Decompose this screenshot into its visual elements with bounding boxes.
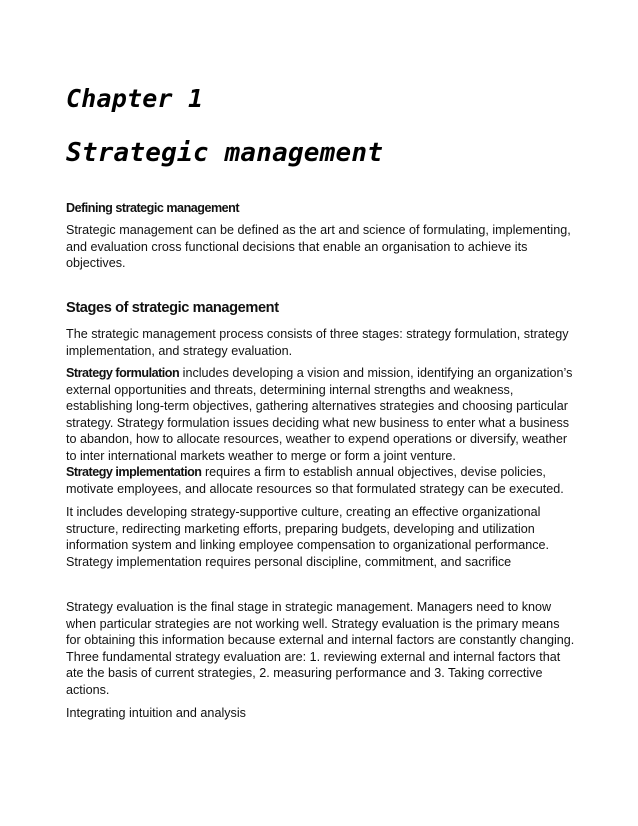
implementation-detail-paragraph: It includes developing strategy-supportive culture, creating an effective organizational structure, redirecting marketing efforts, preparing budgets, developing and utilization information system and linking employee compensation to organizational performance. Strategy implementation requires personal discipline, commitment, and sacrifice	[66, 505, 550, 569]
chapter-title: Strategic management	[66, 138, 384, 168]
implementation-paragraph	[66, 464, 576, 497]
formulation-body: includes developing a vision and mission, identifying an organization’s external opportunities and threats, determining internal strengths and weakness, establishing long-term objectives, gathering alternatives strategies and choosing particular strategy. Strategy formulation issues deciding what new business to enter what a business to abandon, how to allocate resources, weather to expend operations or diversify, weather to inter international markets weather to merge or form a joint venture.	[66, 366, 573, 463]
chapter-number: Chapter 1	[66, 84, 204, 113]
evaluation-paragraph: Strategy evaluation is the final stage in strategic management. Managers need to know when particular strategies are not working well. Strategy evaluation is the primary means for obtaining this information because external and internal factors are constantly changing. Three fundamental strategy evaluation are: 1. reviewing external and internal factors that ate the basis of current strategies, 2. measuring performance and 3. Taking corrective actions.	[66, 600, 575, 697]
implementation-body: requires a firm to establish annual objectives, devise policies, motivate employees, and allocate resources so that formulated strategy can be executed.	[66, 465, 564, 496]
stages-heading: Stages of strategic management	[66, 300, 279, 316]
closing-line: Integrating intuition and analysis	[66, 706, 246, 720]
defining-heading: Defining strategic management	[66, 201, 240, 215]
formulation-paragraph	[66, 365, 576, 465]
implementation-lead: Strategy implementation	[66, 465, 202, 479]
formulation-lead: Strategy formulation	[66, 366, 180, 380]
stages-intro-paragraph: The strategic management process consists of three stages: strategy formulation, strategy implementation, and strategy evaluation.	[66, 327, 569, 358]
defining-paragraph: Strategic management can be defined as the art and science of formulating, implementing, and evaluation cross functional decisions that enable an organisation to achieve its objectives.	[66, 223, 571, 271]
